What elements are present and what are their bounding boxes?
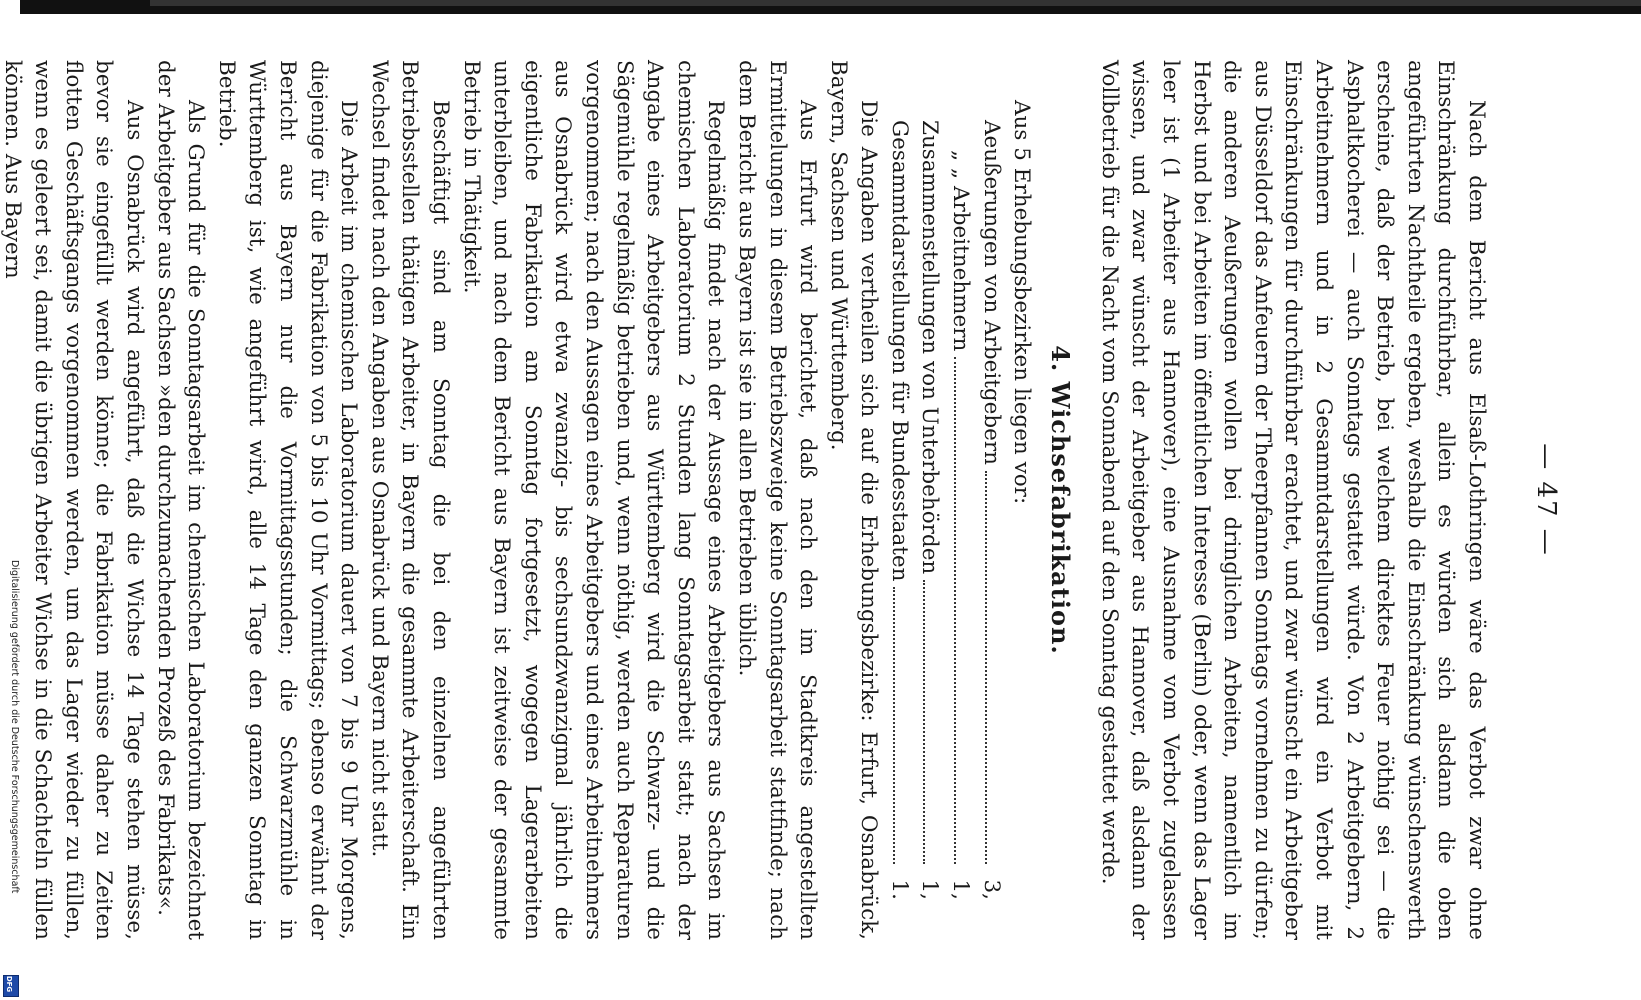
leader-dots xyxy=(954,357,974,864)
dfg-logo-text: DFG xyxy=(5,975,14,993)
text-column xyxy=(0,60,1491,940)
list-item xyxy=(975,120,1006,900)
paragraph-osnabrueck: Aus Osnabrück wird angeführt, daß die Wichse 14 Tage stehen müsse, bevor sie eingefüllt werden könne; die Fabrikation müsse daher zu Zeiten flotten Geschäftsgangs vorgenommen werden, um das Lager wieder zu füllen, wenn es geleert sei, damit die übrigen Arbeiter Wichse in die Schachteln füllen können. Aus Bayern xyxy=(0,60,148,940)
list-item xyxy=(914,120,945,900)
list-item-value: 3, xyxy=(978,879,1004,900)
paragraph-arbeit: Die Arbeit im chemischen Laboratorium dauert von 7 bis 9 Uhr Morgens, diejenige für die Fabrikation von 5 bis 10 Uhr Vormittags; ebenso erwähnt der Bericht aus Bayern nur die Vormittagsstunden; die Schwarzmühle in Württemberg ist, wie angeführt wird, alle 14 Tage den ganzen Sonntag in Betrieb. xyxy=(213,60,362,940)
leader-dots xyxy=(985,471,1005,864)
dfg-logo xyxy=(3,975,19,997)
paragraph-erfurt: Aus Erfurt wird berichtet, daß nach den im Stadtkreis angestellten Ermittelungen in diesem Betriebszweige keine Sonntagsarbeit stattfinde; nach dem Bericht aus Bayern ist sie in allen Betrieben üblich. xyxy=(733,60,821,940)
list-item-label: Zusammenstellungen von Unterbehörden xyxy=(917,120,943,575)
paragraph-beschaeftigt: Beschäftigt sind am Sonntag die bei den einzelnen angeführten Betriebsstellen thätigen Arbeiter, in Bayern die gesammte Arbeiterschaft. Ein Wechsel findet nach den Angaben aus Osnabrück und Bayern nicht statt. xyxy=(366,60,453,940)
intro-paragraph: Nach dem Bericht aus Elsaß-Lothringen wäre das Verbot zwar ohne Einschränkung durchführbar, allein es würden sich alsdann die oben angeführten Nachtheile ergeben, weshalb die Einschränkung wünschenswerth erscheine, daß der Betrieb, bei welchem direktes Feuer nöthig sei — die Asphaltkocherei — auch Sonntags gestattet würde. Von 2 Arbeitgebern, 2 Arbeitnehmern und in 2 Gesammtdarstellungen wird ein Verbot mit Einschränkungen für durchführbar erachtet, und zwar wünscht ein Arbeitgeber aus Düsseldorf das Anfeuern der Theerpfannen Sonntags vornehmen zu dürfen; die anderen Aeußerungen wollen bei dringlichen Arbeiten, namentlich im Herbst und bei Arbeiten im öffentlichen Interesse (Berlin) oder, wenn das Lager leer ist (1 Arbeiter aus Hannover), eine Ausnahme vom Verbot zugelassen wissen, und zwar wünscht der Arbeitgeber aus Hannover, daß alsdann der Vollbetrieb für die Nacht vom Sonnabend auf den Sonntag gestattet werde. xyxy=(1096,60,1489,940)
paragraph-regelmaessig: Regelmäßig findet nach der Aussage eines Arbeitgebers aus Sachsen im chemischen Laboratorium 2 Stunden lang Sonntagsarbeit statt; nach der Angabe eines Arbeitgebers aus Württemberg wird die Schwarz- und die Sägemühle regelmäßig betrieben und, wenn nöthig, werden auch Reparaturen vorgenommen; nach den Aussagen eines Arbeitgebers und eines Arbeitnehmers aus Osnabrück wird etwa zwanzig- bis sechsundzwanzigmal jährlich die eigentliche Fabrikation am Sonntag fortgesetzt, wogegen Lagerarbeiten unterbleiben, und nach dem Bericht aus Bayern ist zeitweise der gesammte Betrieb in Thätigkeit. xyxy=(458,60,729,940)
paragraph-distribution: Die Angaben vertheilen sich auf die Erhebungsbezirke: Erfurt, Osnabrück, Bayern, Sachsen und Württemberg. xyxy=(825,60,882,940)
scan-edge-shadow xyxy=(150,0,1641,6)
list-item-label: „ „ Arbeitnehmern xyxy=(948,150,974,352)
list-item xyxy=(883,120,914,900)
list-item-value: 1, xyxy=(917,879,943,900)
list-item-label: Gesammtdarstellungen für Bundesstaaten xyxy=(886,120,912,582)
list-item-label: Aeußerungen von Arbeitgebern xyxy=(978,120,1004,465)
list-intro: Aus 5 Erhebungsbezirken liegen vor: xyxy=(1009,100,1035,505)
list-item xyxy=(945,120,976,900)
credit-text: Digitalisierung gefördert durch die Deutsche Forschungsgemeinschaft xyxy=(9,560,20,894)
section-heading: 4. Wichsefabrikation. xyxy=(1046,345,1076,655)
respondent-list xyxy=(883,60,1005,940)
list-item-value: 1. xyxy=(886,879,912,900)
digitization-credit xyxy=(5,560,26,993)
page-number: — 47 — xyxy=(1531,443,1561,557)
leader-dots xyxy=(924,580,944,864)
leader-dots xyxy=(893,587,913,864)
paragraph-grund: Als Grund für die Sonntagsarbeit im chemischen Laboratorium bezeichnet der Arbeitgeber aus Sachsen »den durchzumachenden Prozeß des Fabrikats«. xyxy=(152,60,209,940)
list-item-value: 1, xyxy=(948,879,974,900)
